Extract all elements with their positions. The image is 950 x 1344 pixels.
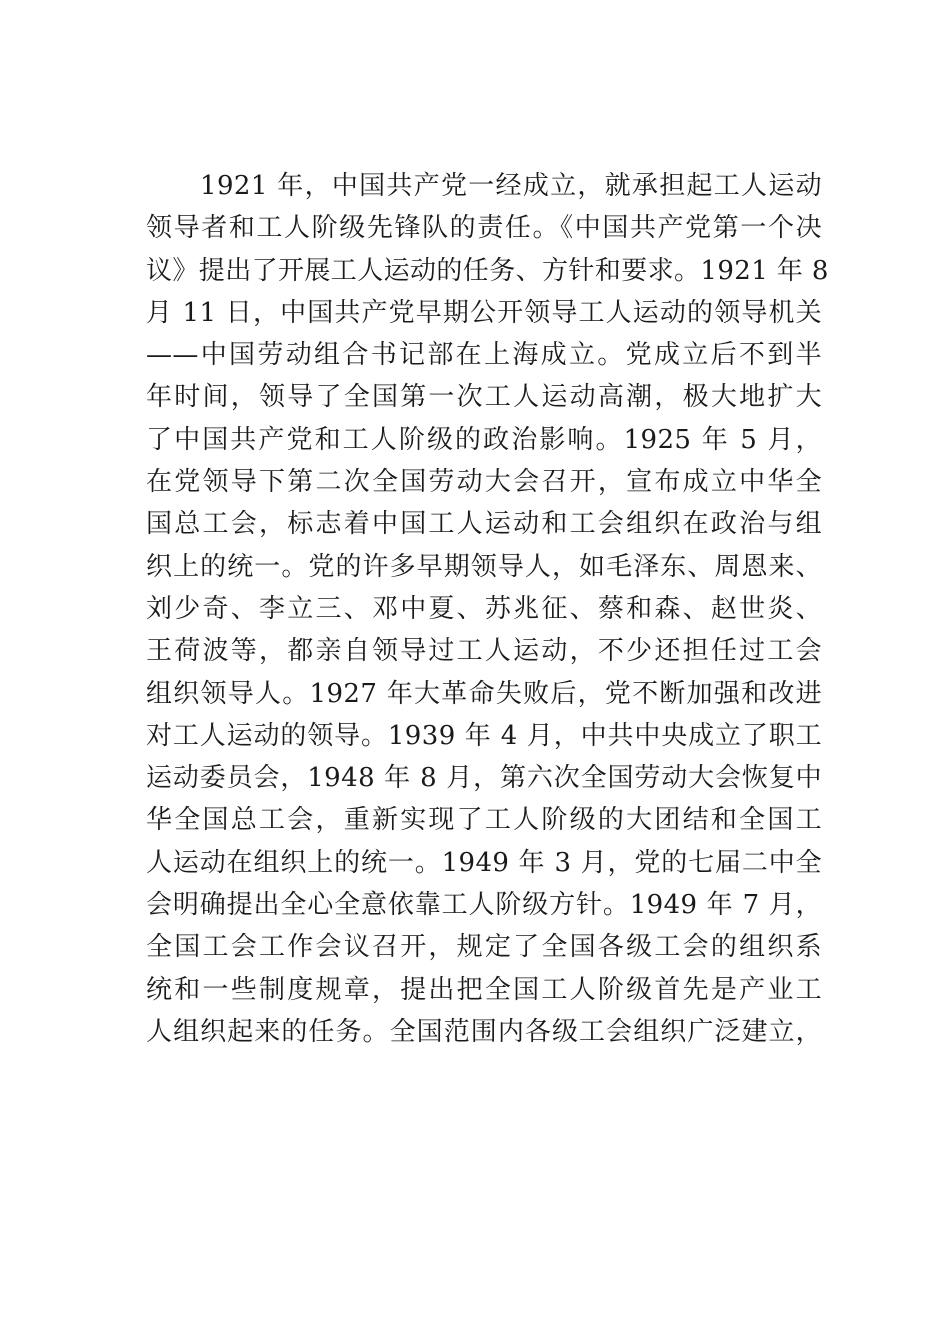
paragraph-line: 统和一些制度规章，提出把全国工人阶级首先是产业工 bbox=[146, 974, 822, 1005]
paragraph-line: 人运动在组织上的统一。1949 年 3 月，党的七届二中全 bbox=[146, 847, 822, 878]
paragraph-line: 国总工会，标志着中国工人运动和工会组织在政治与组 bbox=[146, 509, 822, 540]
paragraph-line: 对工人运动的领导。1939 年 4 月，中共中央成立了职工 bbox=[146, 720, 822, 751]
paragraph-line: 年时间，领导了全国第一次工人运动高潮，极大地扩大 bbox=[146, 382, 822, 413]
paragraph-line: 了中国共产党和工人阶级的政治影响。1925 年 5 月， bbox=[146, 424, 822, 455]
paragraph-line: 运动委员会，1948 年 8 月，第六次全国劳动大会恢复中 bbox=[146, 763, 822, 794]
paragraph-line: 织上的统一。党的许多早期领导人，如毛泽东、周恩来、 bbox=[146, 551, 822, 582]
paragraph-line: 王荷波等，都亲自领导过工人运动，不少还担任过工会 bbox=[146, 636, 822, 667]
paragraph-line: 在党领导下第二次全国劳动大会召开，宣布成立中华全 bbox=[146, 467, 822, 498]
paragraph-line: 组织领导人。1927 年大革命失败后，党不断加强和改进 bbox=[146, 678, 822, 709]
paragraph-line: 人组织起来的任务。全国范围内各级工会组织广泛建立， bbox=[146, 1016, 822, 1047]
paragraph-line: 会明确提出全心全意依靠工人阶级方针。1949 年 7 月， bbox=[146, 890, 822, 921]
paragraph-line: 议》提出了开展工人运动的任务、方针和要求。1921 年 8 bbox=[146, 255, 829, 286]
paragraph-line: 华全国总工会，重新实现了工人阶级的大团结和全国工 bbox=[146, 805, 822, 836]
paragraph-line: ——中国劳动组合书记部在上海成立。党成立后不到半 bbox=[146, 340, 822, 371]
paragraph-line: 全国工会工作会议召开，规定了全国各级工会的组织系 bbox=[146, 932, 822, 963]
paragraph-line: 刘少奇、李立三、邓中夏、苏兆征、蔡和森、赵世炎、 bbox=[146, 593, 822, 624]
paragraph-line: 1921 年，中国共产党一经成立，就承担起工人运动 bbox=[200, 171, 822, 201]
paragraph-line: 领导者和工人阶级先锋队的责任。《中国共产党第一个决 bbox=[146, 213, 822, 244]
body-paragraph bbox=[146, 165, 829, 1053]
paragraph-line: 月 11 日，中国共产党早期公开领导工人运动的领导机关 bbox=[146, 297, 822, 328]
